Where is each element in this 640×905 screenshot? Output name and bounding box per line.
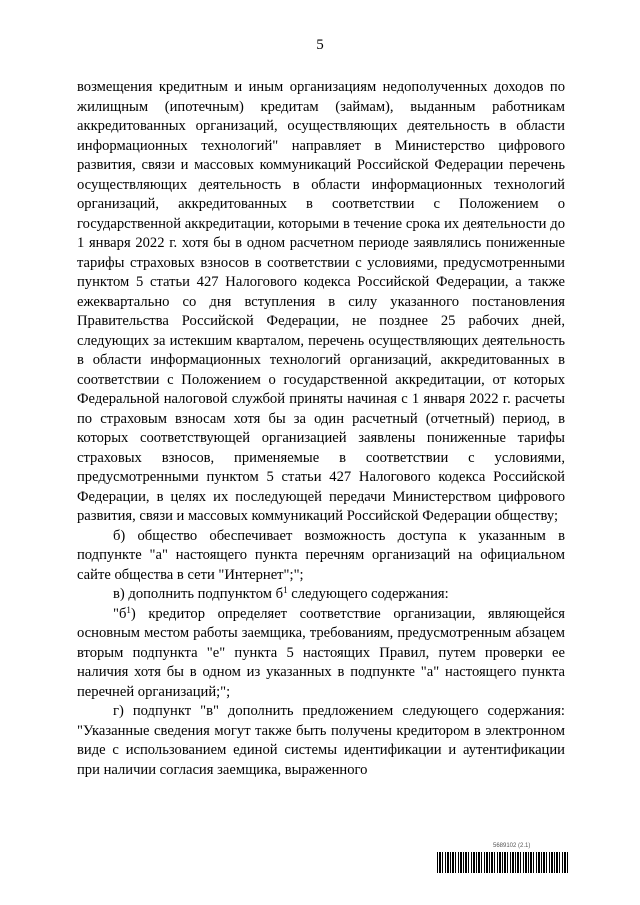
paragraph-subpoint-b1: [77, 605, 565, 703]
paragraph-text: в) дополнить подпунктом б: [113, 586, 284, 602]
barcode-id: 5689102 (2.1): [493, 843, 531, 849]
document-body: [77, 78, 565, 780]
paragraph-text: следующего содержания:: [287, 586, 449, 602]
barcode-area: [437, 843, 569, 873]
superscript: 1: [283, 585, 288, 595]
paragraph-continuation: возмещения кредитным и иным организациям недополученных доходов по жилищным (ипотечным) кредитам (займам), выданным работникам аккредитованных организаций, осуществляющих деятельность в области информационных технологий" направляет в Министерство цифрового развития, связи и массовых коммуникаций Российской Федерации перечень осуществляющих деятельность в области информационных технологий организаций, аккредитованных в соответствии с Положением о государственной аккредитации, которыми в течение срока их деятельности до 1 января 2022 г. хотя бы в одном расчетном периоде заявлялись пониженные тарифы страховых взносов в соответствии с условиями, предусмотренными пунктом 5 статьи 427 Налогового кодекса Российской Федерации, а также ежеквартально со дня вступления в силу указанного постановления Правительства Российской Федерации, не позднее 25 рабочих дней, следующих за истекшим кварталом, перечень осуществляющих деятельность в области информационных технологий организаций, аккредитованных в соответствии с Положением о государственной аккредитации, от которых Федеральной налоговой службой приняты начиная с 1 января 2022 г. расчеты по страховым взносам хотя бы за один расчетный (отчетный) период, в которых соответствующей организацией заявлены пониженные тарифы страховых взносов, применяемые в соответствии с условиями, предусмотренными пунктом 5 статьи 427 Налогового кодекса Российской Федерации, в целях их последующей передачи Министерством цифрового развития, связи и массовых коммуникаций Российской Федерации обществу;: [77, 79, 565, 524]
superscript: 1: [126, 604, 131, 615]
paragraph-subpoint-g: г) подпункт "в" дополнить предложением следующего содержания: "Указанные сведения могут также быть получены кредитором в электронном виде с использованием единой системы идентификации и аутентификации при наличии согласия заемщика, выраженного: [77, 703, 565, 778]
paragraph-text: ) кредитор определяет соответствие организации, являющейся основным местом работы заемщика, требованиям, предусмотренным абзацем вторым подпункта "е" пункта 5 настоящих Правил, путем проверки ее наличия хотя бы в одном из указанных в подпункте "а" настоящего пункта перечней организаций;";: [77, 605, 565, 700]
page-number: 5: [316, 37, 324, 53]
paragraph-text: "б: [113, 605, 127, 622]
paragraph-subpoint-b: б) общество обеспечивает возможность доступа к указанным в подпункте "а" настоящего пункта перечням организаций на официальном сайте общества в сети "Интернет";";: [77, 527, 565, 583]
barcode: [437, 852, 569, 873]
paragraph-subpoint-v: [77, 585, 565, 605]
